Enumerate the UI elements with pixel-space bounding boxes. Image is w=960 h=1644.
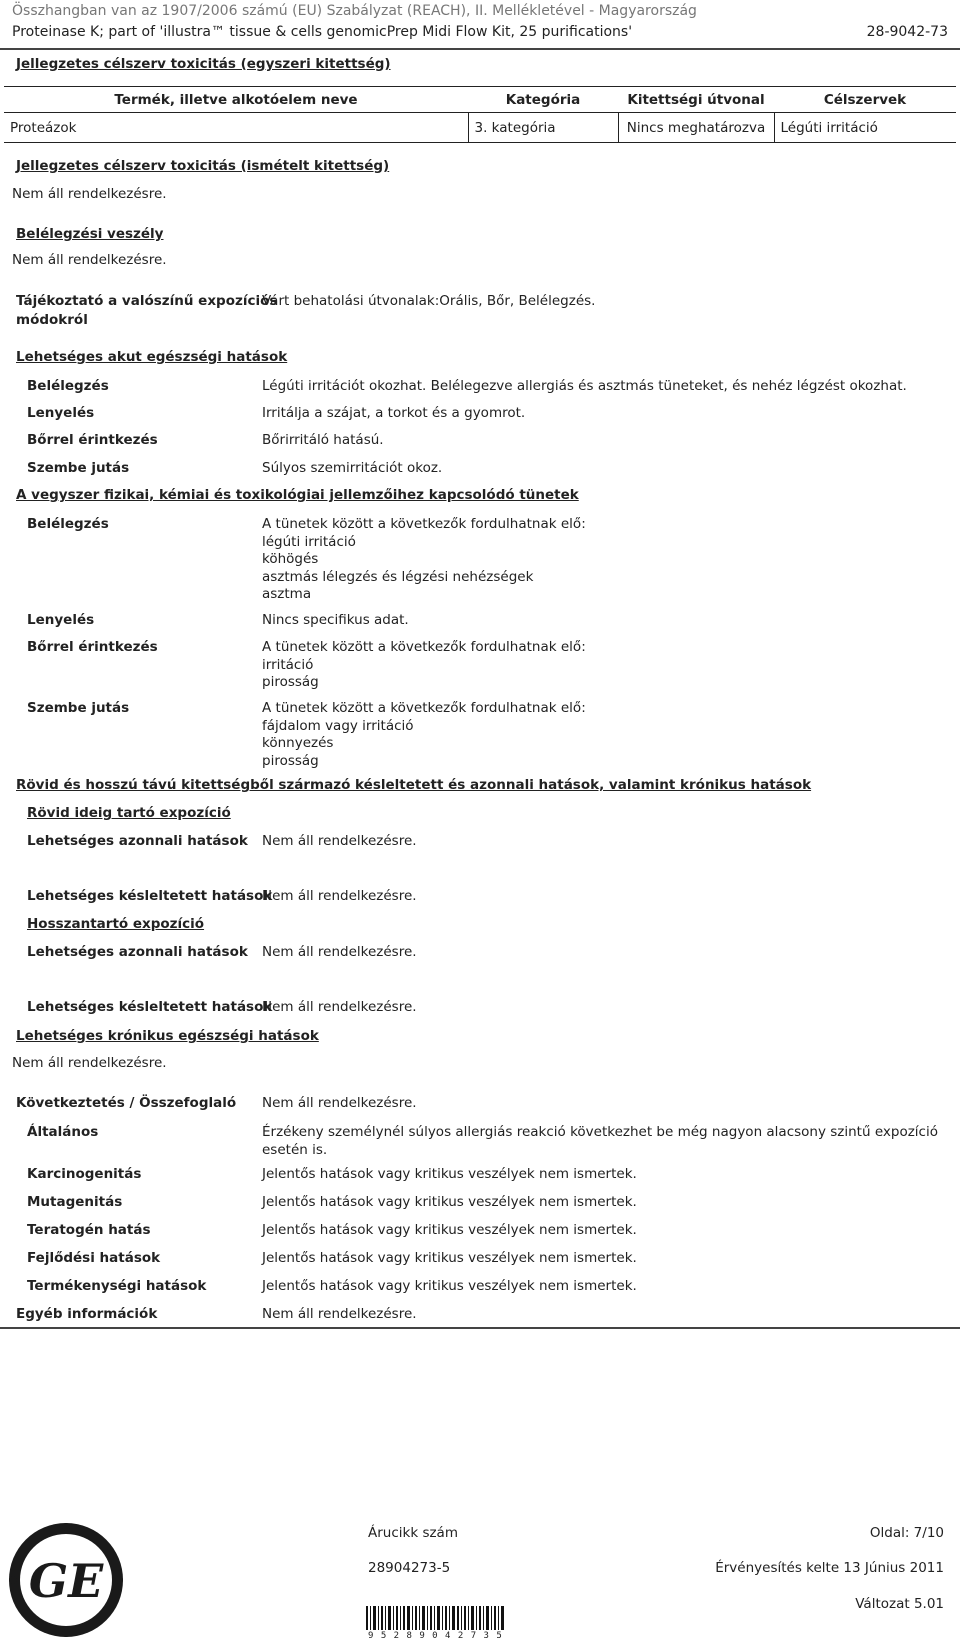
stot-single-table	[4, 86, 956, 143]
version: Változat 5.01	[855, 1596, 944, 1612]
symptoms-eye-list	[262, 700, 586, 770]
acute-label-eye: Szembe jutás	[27, 460, 130, 476]
regulation-header: Összhangban van az 1907/2006 számú (EU) Szabályzat (REACH), II. Mellékletével - Magyarország	[12, 3, 697, 19]
acute-value-ingestion: Irritálja a szájat, a torkot és a gyomrot.	[262, 405, 526, 421]
mutagenicity-value: Jelentős hatások vagy kritikus veszélyek nem ismertek.	[262, 1194, 637, 1210]
symptoms-ingestion-value: Nincs specifikus adat.	[262, 612, 409, 628]
acute-value-eye: Súlyos szemirritációt okoz.	[262, 460, 443, 476]
cell-name: Proteázok	[4, 113, 468, 143]
teratogenicity-value: Jelentős hatások vagy kritikus veszélyek nem ismertek.	[262, 1222, 637, 1238]
list-item: A tünetek között a következők fordulhatnak elő:	[262, 516, 586, 532]
product-code: 28-9042-73	[866, 24, 948, 40]
table-header-row	[4, 87, 956, 113]
general-label: Általános	[27, 1124, 99, 1140]
col-header-name: Termék, illetve alkotóelem neve	[4, 87, 468, 113]
footer-rule	[0, 1327, 960, 1329]
general-value-2: esetén is.	[262, 1142, 328, 1158]
symptoms-skin-list	[262, 639, 586, 692]
svg-text:GE: GE	[28, 1554, 104, 1608]
stot-single-title: Jellegzetes célszerv toxicitás (egyszeri kitettség)	[16, 56, 391, 72]
list-item: fájdalom vagy irritáció	[262, 717, 414, 734]
ge-logo-icon	[6, 1520, 126, 1640]
developmental-value: Jelentős hatások vagy kritikus veszélyek nem ismertek.	[262, 1250, 637, 1266]
exposure-routes-label-2: módokról	[16, 312, 88, 328]
fertility-value: Jelentős hatások vagy kritikus veszélyek nem ismertek.	[262, 1278, 637, 1294]
list-item: pirosság	[262, 752, 319, 769]
short-immediate-value: Nem áll rendelkezésre.	[262, 833, 417, 849]
long-immediate-value: Nem áll rendelkezésre.	[262, 944, 417, 960]
list-item: irritáció	[262, 656, 314, 673]
general-value: Érzékeny személynél súlyos allergiás reakció következhet be még nagyon alacsony szintű expozíció	[262, 1124, 938, 1140]
product-name: Proteinase K; part of 'illustra™ tissue & cells genomicPrep Midi Flow Kit, 25 purifications'	[12, 24, 633, 40]
list-item: légúti irritáció	[262, 533, 356, 550]
symptoms-inhalation-list	[262, 516, 586, 604]
other-info-value: Nem áll rendelkezésre.	[262, 1306, 417, 1322]
cell-route: Nincs meghatározva	[618, 113, 774, 143]
acute-label-inhalation: Belélegzés	[27, 378, 109, 394]
conclusion-value: Nem áll rendelkezésre.	[262, 1095, 417, 1111]
acute-value-inhalation: Légúti irritációt okozhat. Belélegezve allergiás és asztmás tüneteket, és nehéz légzést okozhat.	[262, 378, 907, 394]
short-delayed-label: Lehetséges késleltetett hatások	[27, 888, 273, 904]
acute-label-ingestion: Lenyelés	[27, 405, 95, 421]
other-info-label: Egyéb információk	[16, 1306, 158, 1322]
developmental-label: Fejlődési hatások	[27, 1250, 161, 1266]
long-immediate-label: Lehetséges azonnali hatások	[27, 944, 248, 960]
list-item: könnyezés	[262, 735, 334, 751]
exposure-routes-value: Várt behatolási útvonalak:Orális, Bőr, Belélegzés.	[262, 293, 596, 309]
col-header-route: Kitettségi útvonal	[618, 87, 774, 113]
table-row	[4, 113, 956, 143]
symptoms-label-ingestion: Lenyelés	[27, 612, 95, 628]
short-immediate-label: Lehetséges azonnali hatások	[27, 833, 248, 849]
list-item: A tünetek között a következők fordulhatnak elő:	[262, 639, 586, 655]
header-rule	[0, 48, 960, 50]
teratogenicity-label: Teratogén hatás	[27, 1222, 151, 1238]
carcinogenicity-label: Karcinogenitás	[27, 1166, 142, 1182]
col-header-target: Célszervek	[774, 87, 956, 113]
acute-value-skin: Bőrirritáló hatású.	[262, 432, 384, 448]
list-item: köhögés	[262, 551, 319, 567]
item-number-label: Árucikk szám	[368, 1525, 458, 1541]
chronic-value: Nem áll rendelkezésre.	[12, 1055, 167, 1071]
col-header-category: Kategória	[468, 87, 618, 113]
stot-repeat-value: Nem áll rendelkezésre.	[12, 186, 167, 202]
cell-target: Légúti irritáció	[774, 113, 956, 143]
list-item: asztmás lélegzés és légzési nehézségek	[262, 568, 534, 585]
symptoms-label-inhalation: Belélegzés	[27, 516, 109, 532]
short-delayed-value: Nem áll rendelkezésre.	[262, 888, 417, 904]
symptoms-label-eye: Szembe jutás	[27, 700, 130, 716]
acute-title: Lehetséges akut egészségi hatások	[16, 349, 288, 365]
exposure-routes-label: Tájékoztató a valószínű expozíciós	[16, 293, 278, 309]
list-item: A tünetek között a következők fordulhatnak elő:	[262, 700, 586, 716]
delayed-title: Rövid és hosszú távú kitettségből származó késleltetett és azonnali hatások, valamint krónikus hatások	[16, 777, 812, 793]
stot-repeat-title: Jellegzetes célszerv toxicitás (ismételt kitettség)	[16, 158, 390, 174]
page-number: Oldal: 7/10	[869, 1525, 944, 1541]
acute-label-skin: Bőrrel érintkezés	[27, 432, 158, 448]
mutagenicity-label: Mutagenitás	[27, 1194, 123, 1210]
symptoms-title: A vegyszer fizikai, kémiai és toxikológiai jellemzőihez kapcsolódó tünetek	[16, 487, 579, 503]
cell-category: 3. kategória	[468, 113, 618, 143]
list-item: asztma	[262, 586, 312, 602]
chronic-title: Lehetséges krónikus egészségi hatások	[16, 1028, 319, 1044]
item-number: 28904273-5	[368, 1560, 451, 1576]
long-exposure-title: Hosszantartó expozíció	[27, 916, 205, 932]
long-delayed-label: Lehetséges késleltetett hatások	[27, 999, 273, 1015]
fertility-label: Termékenységi hatások	[27, 1278, 207, 1294]
list-item: pirosság	[262, 674, 319, 690]
symptoms-label-skin: Bőrrel érintkezés	[27, 639, 158, 655]
barcode-digits: 9 5 2 8 9 0 4 2 7 3 5	[368, 1631, 503, 1641]
conclusion-label: Következtetés / Összefoglaló	[16, 1095, 237, 1111]
short-exposure-title: Rövid ideig tartó expozíció	[27, 805, 231, 821]
long-delayed-value: Nem áll rendelkezésre.	[262, 999, 417, 1015]
carcinogenicity-value: Jelentős hatások vagy kritikus veszélyek nem ismertek.	[262, 1166, 637, 1182]
validity-date: Érvényesítés kelte 13 Június 2011	[715, 1560, 944, 1576]
aspiration-value: Nem áll rendelkezésre.	[12, 252, 167, 268]
aspiration-title: Belélegzési veszély	[16, 226, 164, 242]
